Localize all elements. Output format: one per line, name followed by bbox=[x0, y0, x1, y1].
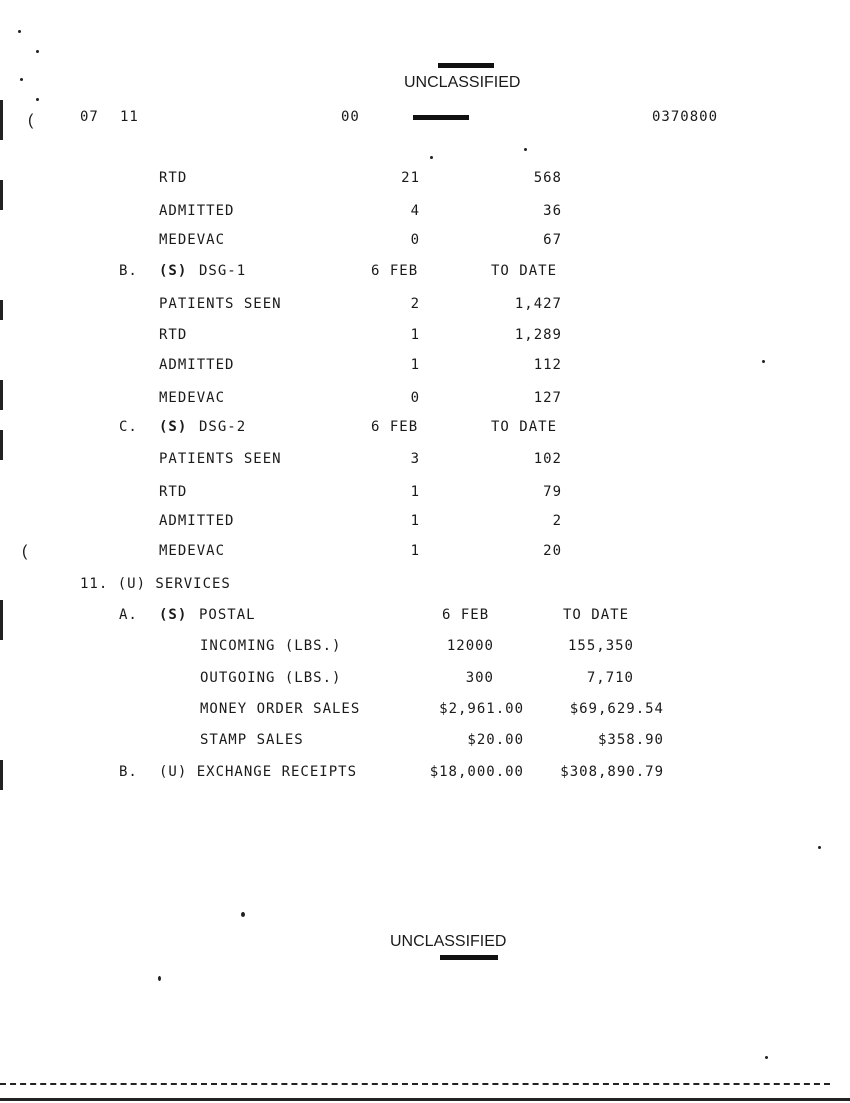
column-header-to-date: TO DATE bbox=[563, 607, 630, 623]
classification-bottom: UNCLASSIFIED bbox=[390, 933, 507, 950]
row-to-date: 155,350 bbox=[567, 638, 634, 654]
classification-top: UNCLASSIFIED bbox=[404, 74, 521, 91]
row-today: 21 bbox=[401, 170, 420, 186]
section-letter-b: B. bbox=[119, 263, 138, 279]
section-letter-b2: B. bbox=[119, 764, 138, 780]
row-to-date: 36 bbox=[543, 203, 562, 219]
column-header-today: 6 FEB bbox=[371, 263, 419, 279]
row-label: ADMITTED bbox=[159, 357, 235, 373]
scan-speck bbox=[765, 1056, 768, 1059]
scan-edge-mark bbox=[0, 100, 3, 140]
row-label: MEDEVAC bbox=[159, 232, 226, 248]
scan-speck bbox=[762, 360, 765, 363]
row-label: OUTGOING (LBS.) bbox=[200, 670, 342, 686]
row-today: $2,961.00 bbox=[439, 701, 524, 717]
row-label: INCOMING (LBS.) bbox=[200, 638, 342, 654]
scan-edge-mark bbox=[0, 600, 3, 640]
row-to-date: 1,427 bbox=[514, 296, 562, 312]
scan-edge-mark bbox=[0, 760, 3, 790]
margin-paren: ( bbox=[22, 543, 28, 560]
scan-edge-mark bbox=[0, 380, 3, 410]
scan-speck bbox=[430, 156, 433, 159]
scan-speck bbox=[241, 912, 245, 917]
row-to-date: 127 bbox=[533, 390, 562, 406]
row-to-date: 1,289 bbox=[514, 327, 562, 343]
row-to-date: $69,629.54 bbox=[569, 701, 664, 717]
row-today: 4 bbox=[410, 203, 420, 219]
row-label: PATIENTS SEEN bbox=[159, 451, 282, 467]
row-today: 12000 bbox=[446, 638, 494, 654]
row-today: 0 bbox=[410, 390, 420, 406]
row-label: RTD bbox=[159, 327, 188, 343]
section-letter-c: C. bbox=[119, 419, 138, 435]
row-today: 1 bbox=[410, 513, 420, 529]
row-today: 1 bbox=[410, 357, 420, 373]
scan-edge-mark bbox=[0, 180, 3, 210]
services-heading: 11. (U) SERVICES bbox=[80, 576, 231, 592]
scan-speck bbox=[36, 50, 39, 53]
column-header-to-date: TO DATE bbox=[491, 419, 558, 435]
scan-speck bbox=[20, 78, 23, 81]
classification-mark: (S) bbox=[159, 607, 188, 623]
header-code: 00 bbox=[341, 109, 360, 125]
scan-speck bbox=[524, 148, 527, 151]
column-header-to-date: TO DATE bbox=[491, 263, 558, 279]
row-label: MEDEVAC bbox=[159, 543, 226, 559]
row-label: PATIENTS SEEN bbox=[159, 296, 282, 312]
classification-mark: (S) bbox=[159, 419, 188, 435]
row-label: MONEY ORDER SALES bbox=[200, 701, 361, 717]
scan-speck bbox=[158, 976, 161, 981]
row-to-date: 112 bbox=[533, 357, 562, 373]
row-to-date: $358.90 bbox=[597, 732, 664, 748]
redaction-strike-top bbox=[438, 63, 494, 68]
classification-mark: (S) bbox=[159, 263, 188, 279]
row-to-date: 20 bbox=[543, 543, 562, 559]
row-to-date: 102 bbox=[533, 451, 562, 467]
row-to-date: $308,890.79 bbox=[560, 764, 664, 780]
row-label: ADMITTED bbox=[159, 513, 235, 529]
margin-paren: ( bbox=[28, 112, 34, 129]
row-label: ADMITTED bbox=[159, 203, 235, 219]
row-today: 1 bbox=[410, 327, 420, 343]
redaction-strike-header bbox=[413, 115, 469, 120]
row-today: 2 bbox=[410, 296, 420, 312]
row-label: STAMP SALES bbox=[200, 732, 304, 748]
row-today: 1 bbox=[410, 543, 420, 559]
page-bottom-edge bbox=[0, 1098, 850, 1101]
row-to-date: 568 bbox=[533, 170, 562, 186]
section-letter-a: A. bbox=[119, 607, 138, 623]
scan-edge-mark bbox=[0, 300, 3, 320]
page-bottom-rule bbox=[0, 1083, 830, 1085]
redaction-strike-bottom bbox=[440, 955, 498, 960]
row-today: 0 bbox=[410, 232, 420, 248]
scan-speck bbox=[18, 30, 21, 33]
row-today: 3 bbox=[410, 451, 420, 467]
header-id-mid: 11 bbox=[120, 109, 139, 125]
doc-number: 0370800 bbox=[652, 109, 719, 125]
section-title-postal: POSTAL bbox=[199, 607, 256, 623]
row-today: $20.00 bbox=[467, 732, 524, 748]
row-today: $18,000.00 bbox=[429, 764, 524, 780]
row-label: RTD bbox=[159, 170, 188, 186]
scan-edge-mark bbox=[0, 430, 3, 460]
row-label: MEDEVAC bbox=[159, 390, 226, 406]
scan-speck bbox=[818, 846, 821, 849]
header-id-left: 07 bbox=[80, 109, 99, 125]
column-header-today: 6 FEB bbox=[442, 607, 490, 623]
column-header-today: 6 FEB bbox=[371, 419, 419, 435]
section-title-dsg1: DSG-1 bbox=[199, 263, 247, 279]
row-to-date: 7,710 bbox=[586, 670, 634, 686]
row-to-date: 2 bbox=[552, 513, 562, 529]
section-title-dsg2: DSG-2 bbox=[199, 419, 247, 435]
row-today: 1 bbox=[410, 484, 420, 500]
row-to-date: 79 bbox=[543, 484, 562, 500]
row-today: 300 bbox=[465, 670, 494, 686]
scan-speck bbox=[36, 98, 39, 101]
row-label: (U) EXCHANGE RECEIPTS bbox=[159, 764, 358, 780]
row-to-date: 67 bbox=[543, 232, 562, 248]
row-label: RTD bbox=[159, 484, 188, 500]
